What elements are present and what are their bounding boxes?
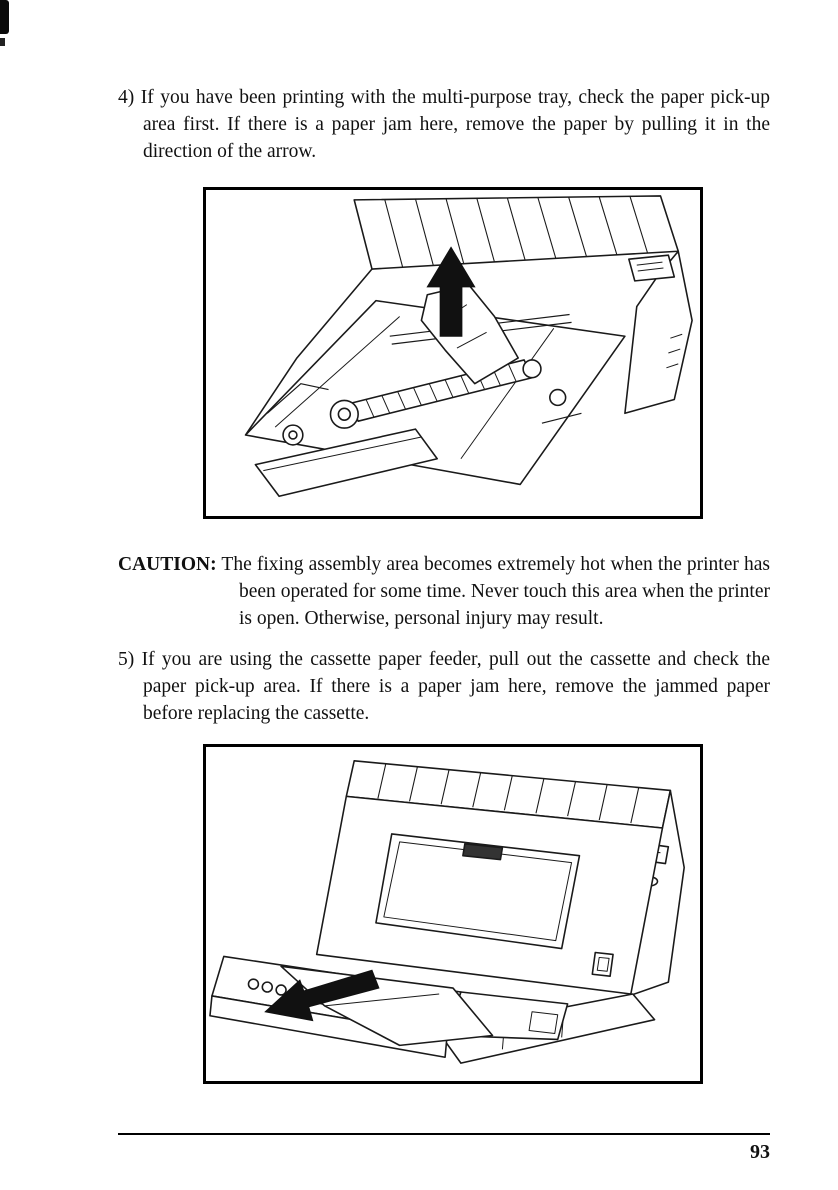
caution-paragraph: [118, 551, 770, 632]
printer-open-paper-jam-illustration: [206, 190, 700, 516]
scan-artifact-small: [0, 38, 5, 46]
step5-text: If you are using the cassette paper feeder, pull out the cassette and check the paper pick-up area. If there is a paper jam here, remove the jammed paper before replacing the cassette.: [141, 649, 771, 724]
figure-2-frame: [203, 744, 703, 1084]
printer-line-art: [210, 761, 684, 1063]
figure-1-frame: [203, 187, 703, 519]
caution-text: The fixing assembly area becomes extremely hot when the printer has been operated for some time. Never touch this area when the printer is open. Otherwise, personal injury may result.: [221, 554, 770, 629]
step5-paragraph: [118, 646, 770, 727]
printer-cassette-paper-jam-illustration: [206, 747, 700, 1083]
step4-marker: 4): [118, 87, 135, 108]
step4-text: If you have been printing with the multi-purpose tray, check the paper pick-up area first. If there is a paper jam here, remove the paper by pulling it in the direction of the arrow.: [140, 87, 770, 162]
page-number: 93: [750, 1141, 770, 1163]
step4-paragraph: [118, 84, 770, 165]
step5-marker: 5): [118, 649, 135, 670]
printer-line-art: [246, 196, 693, 496]
footer-rule: [118, 1133, 770, 1135]
step5-block: [118, 646, 770, 727]
caution-block: [118, 551, 770, 632]
caution-label: CAUTION:: [118, 554, 217, 575]
page-content: [118, 84, 770, 1084]
scan-artifact: [0, 0, 9, 34]
